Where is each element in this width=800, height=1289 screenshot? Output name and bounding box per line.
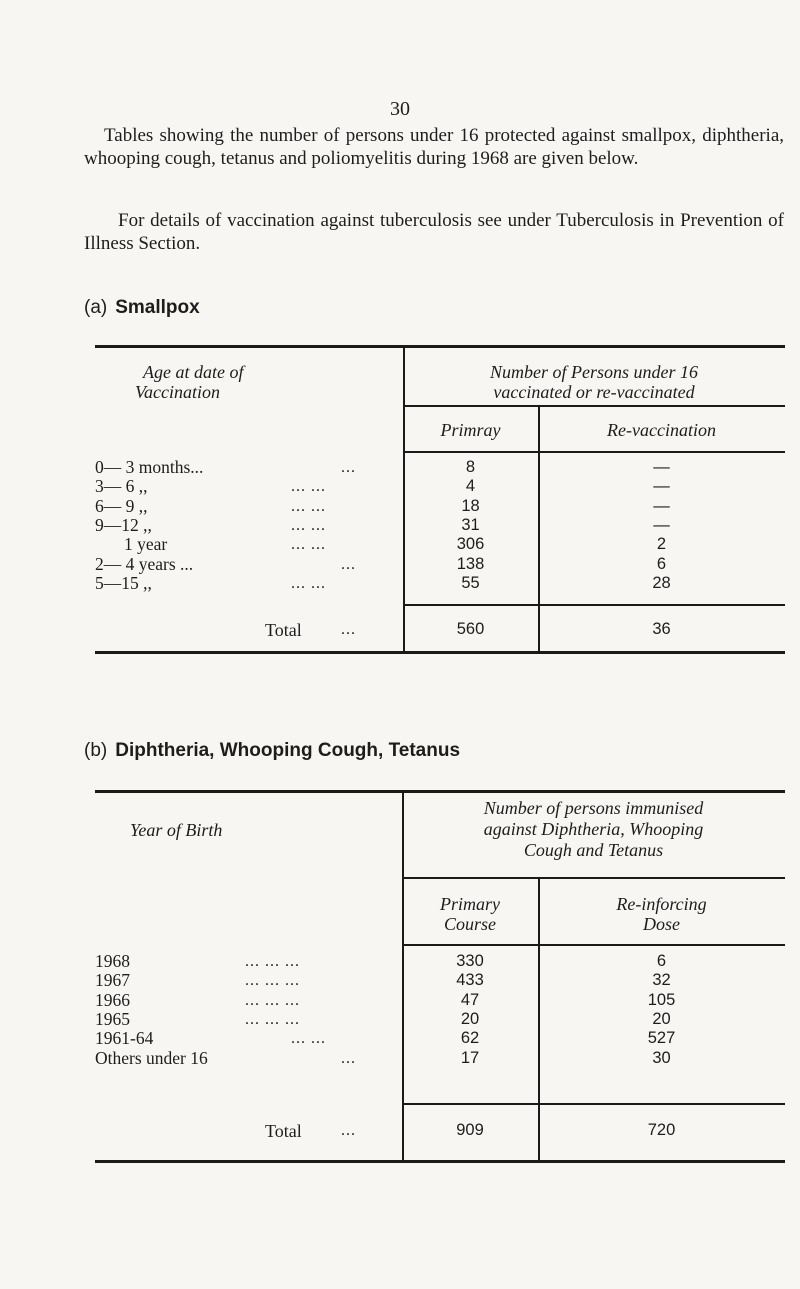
primary-cell: 4 — [465, 477, 476, 496]
reinforcing-dose-cell: 20 — [652, 1009, 671, 1028]
primary-course-header — [402, 894, 538, 934]
primary-course-cell: 17 — [460, 1048, 480, 1067]
reinforcing-dose-cell: 105 — [647, 990, 676, 1009]
leader-dots: ... ... ... — [245, 1010, 300, 1028]
reinforcing-dose-cell: 32 — [652, 971, 671, 990]
leader-dots: ... ... — [291, 497, 326, 515]
revaccination-header: Re-vaccination — [607, 420, 716, 440]
total-label: Total — [265, 1121, 302, 1141]
leader-dots: ... ... — [291, 516, 326, 534]
total-dots: ... — [341, 621, 356, 638]
leader-dots: ... ... ... — [245, 991, 300, 1009]
primary-cell: 18 — [461, 496, 480, 515]
header-rule — [402, 877, 785, 879]
total-reinforcing-dose: 720 — [647, 1121, 676, 1139]
year-cell: 1968 — [95, 951, 130, 971]
primary-course-cell: 47 — [460, 990, 480, 1009]
year-cell: 1961-64 — [95, 1028, 154, 1049]
leader-dots: ... — [341, 1049, 356, 1067]
revaccination-cell: 6 — [656, 554, 667, 573]
leader-dots: ... ... — [291, 1030, 326, 1048]
year-cell: 1966 — [95, 989, 130, 1010]
group-header-line: Cough and Tetanus — [523, 840, 664, 860]
year-cell: 1965 — [95, 1008, 130, 1029]
section-title: Diphtheria, Whooping Cough, Tetanus — [115, 740, 461, 761]
age-cell: 9—12 ,, — [95, 514, 152, 535]
total-primary: 560 — [456, 620, 485, 638]
total-label: Total — [265, 620, 302, 640]
section-title: Smallpox — [115, 297, 200, 318]
reinforcing-dose-header-line: Re-inforcing — [616, 894, 707, 914]
reinforcing-dose-header-line: Dose — [643, 914, 680, 934]
header-rule — [402, 944, 785, 946]
revaccination-cell: — — [653, 477, 670, 496]
primary-cell: 306 — [456, 535, 485, 554]
primary-cell: 138 — [456, 554, 485, 573]
primary-header: Primray — [440, 420, 501, 440]
smallpox-heading — [84, 297, 200, 319]
intro-paragraph: Tables showing the number of persons under 16 protected against smallpox, diphtheria, whooping cough, tetanus and poliomyelitis during 1968 are given below. — [84, 125, 784, 169]
total-rule — [403, 604, 785, 606]
primary-course-cell: 62 — [460, 1029, 480, 1048]
primary-cell: 31 — [461, 515, 480, 534]
primary-course-header-line: Course — [443, 914, 496, 934]
group-header-line: vaccinated or re-vaccinated — [493, 382, 695, 402]
table-top-rule — [95, 790, 785, 793]
age-cell: 6— 9 ,, — [95, 495, 148, 516]
year-header: Year of Birth — [130, 820, 223, 840]
year-cell: 1967 — [95, 970, 130, 991]
total-primary-course: 909 — [456, 1121, 484, 1139]
age-cell: 0— 3 months... — [95, 457, 204, 477]
leader-dots: ... — [341, 555, 356, 573]
leader-dots: ... ... — [291, 536, 326, 554]
primary-course-header-line: Primary — [440, 894, 500, 914]
revaccination-cell: — — [653, 515, 670, 534]
age-header-line: Vaccination — [135, 382, 220, 402]
total-revaccination: 36 — [652, 620, 671, 638]
reinforcing-dose-cell: 527 — [647, 1029, 676, 1048]
table-top-rule — [95, 345, 785, 348]
total-dots: ... — [341, 1122, 356, 1139]
revaccination-cell: — — [653, 496, 670, 515]
revaccination-cell: 28 — [652, 573, 671, 592]
header-rule — [403, 405, 785, 407]
age-cell: 5—15 ,, — [95, 572, 152, 593]
primary-cell: 8 — [465, 458, 476, 476]
primary-course-cell: 433 — [456, 971, 484, 990]
leader-dots: ... — [341, 459, 356, 476]
primary-course-cell: 20 — [460, 1009, 480, 1028]
dtp-heading — [84, 740, 460, 762]
revaccination-cell: — — [653, 458, 670, 476]
number-group-header — [402, 798, 785, 861]
section-letter: (b) — [84, 740, 108, 761]
reinforcing-dose-header — [538, 894, 785, 934]
leader-dots: ... ... ... — [245, 972, 300, 990]
leader-dots: ... ... — [291, 574, 326, 592]
total-rule — [402, 1103, 785, 1105]
revaccination-cell: 2 — [656, 535, 667, 554]
primary-course-cell: 330 — [456, 952, 484, 970]
group-header-line: against Diphtheria, Whooping — [483, 819, 704, 839]
smallpox-table — [95, 345, 785, 655]
age-header — [135, 362, 335, 402]
age-cell: 1 year — [124, 534, 168, 555]
primary-cell: 55 — [461, 573, 480, 592]
tuberculosis-note: For details of vaccination against tuberculosis see under Tuberculosis in Prevention of Illness Section. — [84, 210, 784, 254]
reinforcing-dose-cell: 6 — [656, 952, 667, 970]
number-group-header — [403, 362, 785, 402]
table-bottom-rule — [95, 651, 785, 654]
section-letter: (a) — [84, 297, 108, 318]
page-number: 30 — [390, 98, 410, 120]
dtp-table — [95, 790, 785, 1166]
group-header-line: Number of persons immunised — [483, 798, 704, 818]
age-header-line: Age at date of — [143, 362, 244, 382]
leader-dots: ... ... — [291, 478, 326, 496]
table-bottom-rule — [95, 1160, 785, 1163]
reinforcing-dose-cell: 30 — [652, 1048, 671, 1067]
age-cell: 2— 4 years ... — [95, 553, 194, 574]
leader-dots: ... ... ... — [245, 953, 300, 970]
group-header-line: Number of Persons under 16 — [490, 362, 698, 382]
header-rule — [403, 451, 785, 453]
year-cell: Others under 16 — [95, 1047, 208, 1068]
age-cell: 3— 6 ,, — [95, 476, 148, 497]
